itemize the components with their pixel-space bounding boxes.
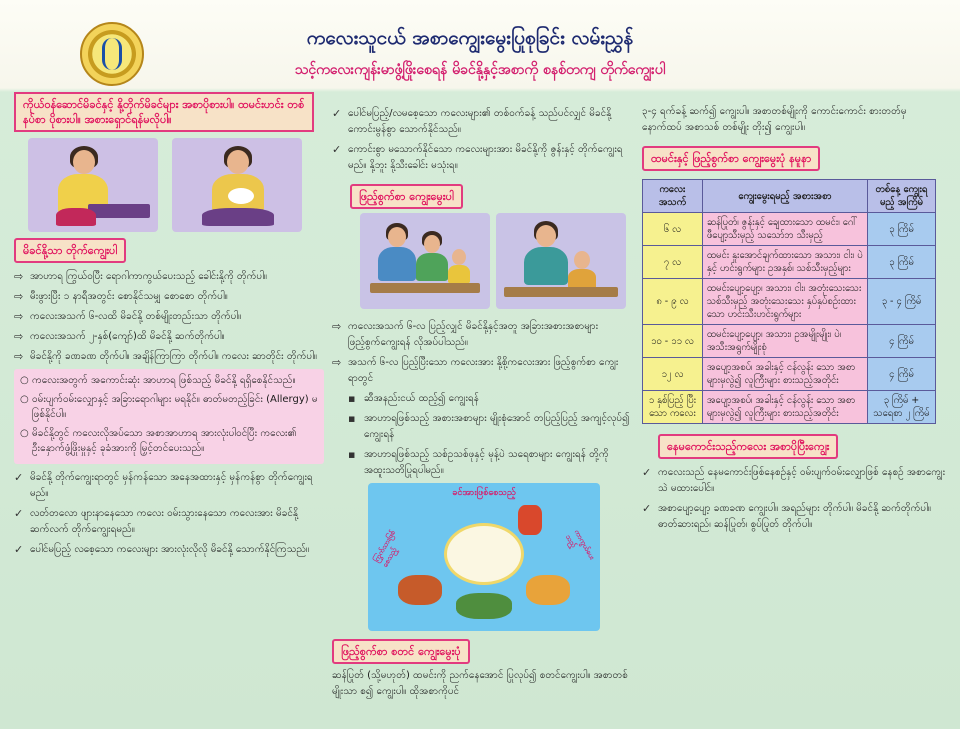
list-item: ○ မိခင်နို့တွင် ကလေးလိုအပ်သော အစာအာဟာရ အားလုံးပါဝင်ပြီး ကလေး၏ ဦးနှောက်ဖွံ့ဖြိုးမှုနှင့် ခုခံအားကို မြှင့်တင်ပေးသည်။ — [20, 428, 297, 454]
section-title-complementary: ဖြည့်စွက်စာ ကျွေးမွေးပါ — [350, 184, 463, 209]
check-icon: ✓ — [642, 502, 652, 515]
continuation-text: ၃-၄ ရက်ခန့် ဆက်၍ ကျွေးပါ။ အစာတစ်မျိုးကို ကောင်းကောင်း စားတတ်မှ နောက်ထပ် အစာသစ် တစ်မျိုး တိုး၍ ကျွေးပါ။ — [642, 106, 907, 133]
header-food: ကျွေးမွေးရမည့် အစားအစာ — [702, 180, 867, 213]
table-row — [643, 358, 936, 391]
list-item: ✓ အစာပျော့ပျော့ ခဏခဏ ကျွေးပါ။ အရည်များ တိုက်ပါ။ မိခင်နို့ ဆက်တိုက်ပါ။ ဓာတ်ဆားရည်၊ ဆန်ပြုတ်၊ စွပ်ပြုတ် တိုက်ပါ။ — [642, 502, 931, 530]
check-icon: ✓ — [642, 466, 652, 479]
food-plate-label: ခင်အားဖြစ်စေသည့် — [452, 488, 516, 498]
cell-age: ၁၂ လ — [643, 358, 703, 391]
check-icon: ✓ — [14, 471, 24, 484]
circle-bullet-icon: ○ — [20, 428, 29, 439]
arrow-bullet-icon: ⇨ — [14, 290, 24, 303]
header-times: တစ်နေ့ ကျွေးရမည့် အကြိမ် — [867, 180, 935, 213]
section-title-breastfeed: မိခင်နို့သာ တိုက်ကျွေးပါ — [14, 238, 126, 263]
page-subtitle: သင့်ကလေးကျန်းမာဖွံ့ဖြိုးစေရန် မိခင်နို့နှင့်အစာကို စနစ်တကျ တိုက်ကျွေးပါ — [294, 62, 666, 78]
arrow-bullet-icon: ⇨ — [332, 320, 342, 333]
cell-food: ထမင်းပျော့ပျော့၊ အသား၊ ငါး၊ အတုံးသေးသေး သစ်သီးမှည့် အတုံးသေးသေး နှပ်နှပ်စဉ်းထား သော ဟင်းသီးဟင်းရွက်များ — [702, 279, 867, 325]
feeding-schedule-table — [642, 179, 936, 424]
list-item: ○ ကလေးအတွက် အကောင်းဆုံး အာဟာရ ဖြစ်သည့် မိခင်နို့ ရရှိစေနိုင်သည်။ — [20, 375, 296, 386]
cell-food: အပျော့အစပ်၊ အခါးနှင့် ငန်လွန်း သော အစာများမှလွဲ၍ လူကြီးများ စားသည့်အတိုင်း — [702, 391, 867, 424]
arrow-bullet-icon: ⇨ — [14, 310, 24, 323]
list-item: ✓ လတ်တလော ဖျားနာနေသော ကလေး ဝမ်းသွားနေသော ကလေးအား မိခင်နို့ ဆက်လက် တိုက်ကျွေးရမည်။ — [14, 507, 299, 535]
column-breastfeeding — [14, 92, 324, 562]
sick-child-list — [642, 465, 947, 533]
check-icon: ✓ — [332, 143, 342, 156]
list-item: ⇨ အာဟာရ ကြွယ်ဝပြီး ရောဂါကာကွယ်ပေးသည့် ခေါင်းနို့ကို တိုက်ပါ။ — [14, 270, 267, 283]
list-item: ⇨ ကလေးအသက် ၆-လထိ မိခင်နို့ တစ်မျိုးတည်းသာ တိုက်ပါ။ — [14, 310, 242, 323]
table-row — [643, 246, 936, 279]
cell-times: ၃ ကြိမ် + သရေစာ ၂ ကြိမ် — [867, 391, 935, 424]
cell-age: ၁ နှစ်ပြည့် ပြီးသော ကလေး — [643, 391, 703, 424]
table-row — [643, 325, 936, 358]
cell-food: ထမင်း နူးအောင်ချက်ထားသော အသား၊ ငါး၊ ပဲနှင့် ဟင်းရွက်များ ဥအနှစ်၊ သစ်သီးမှည့်များ — [702, 246, 867, 279]
arrow-bullet-icon: ⇨ — [14, 270, 24, 283]
circle-bullet-icon: ○ — [20, 375, 29, 386]
list-item: ⇨ ကလေးအသက် ၆-လ ပြည့်လျှင် မိခင်နို့နှင့်အတူ အခြားအစားအစာများ ဖြည့်စွက်ကျွေးရန် လိုအပ်ပါသည်။ — [332, 320, 599, 348]
list-item: ▪ အာဟာရဖြစ်သည့် သစ်ဥသစ်ဖုနှင့် မုန့်ပဲ သရေစာများ ကျွေးရန် တို့ကို အထူးသတိပြုရပါမည်။ — [348, 448, 609, 476]
low-weight-list — [332, 106, 632, 174]
list-item: ▪ ဆီအနည်းငယ် ထည့်၍ ကျွေးရန် — [348, 392, 479, 405]
cell-times: ၄ ကြိမ် — [867, 325, 935, 358]
food-groups-illustration — [368, 483, 600, 631]
complementary-sublist — [348, 391, 632, 479]
page-title: ကလေးသူငယ် အစာကျွေးမွေးပြုစုခြင်း လမ်းညွှန် — [306, 27, 634, 49]
arrow-bullet-icon: ⇨ — [14, 350, 24, 363]
table-row — [643, 279, 936, 325]
column-feeding-schedule — [642, 92, 947, 537]
column-complementary — [332, 92, 632, 700]
list-item: ✓ ပေါင်မပြည့် လစေ့သော ကလေးများ အားလုံးလိုလို မိခင်နို့ သောက်နိုင်ကြသည်။ — [14, 543, 310, 556]
list-item: ⇨ အသက် ၆-လ ပြည့်ပြီးသော ကလေးအား နို့စို့ကလေးအား ဖြည့်စွက်စာ ကျွေးရာတွင် — [332, 356, 619, 384]
arrow-bullet-icon: ⇨ — [14, 330, 24, 343]
check-icon: ✓ — [14, 543, 24, 556]
meat-icon — [398, 575, 442, 605]
list-item: ✓ မိခင်နို့ တိုက်ကျွေးရာတွင် မှန်ကန်သော အနေအထားနှင့် မှန်ကန်စွာ တိုက်ကျွေးရမည်။ — [14, 471, 313, 499]
list-item: ⇨ ကလေးအသက် ၂-နှစ်(ကျော်)ထိ မိခင်နို့ ဆက်တိုက်ပါ။ — [14, 330, 225, 343]
circle-bullet-icon: ○ — [20, 394, 29, 405]
list-item: ✓ ပေါင်မပြည့်/လမစေ့သော ကလေးများ၏ တစ်ဝက်ခန့် သည်ပင်လျှင် မိခင်နို့ ကောင်းမွန်စွာ သောက်နိုင်သည်။ — [332, 107, 612, 135]
check-icon: ✓ — [14, 507, 24, 520]
breastfeed-checklist — [14, 470, 324, 558]
list-item: ✓ ကလေးသည် နေမကောင်းဖြစ်နေစဉ်နှင့် ဝမ်းပျက်ဝမ်းလျှောဖြစ် နေစဉ် အစာကျွေးသဲ မထားပေါင်။ — [642, 466, 946, 494]
square-bullet-icon: ▪ — [348, 392, 356, 405]
table-row — [643, 391, 936, 424]
cell-food: အပျော့အစပ်၊ အခါးနှင့် ငန်လွန်း သော အစာများမှလွဲ၍ လူကြီးများ စားသည့်အတိုင်း — [702, 358, 867, 391]
mother-child-feeding-illustration — [496, 213, 626, 309]
ministry-seal-icon — [80, 22, 144, 86]
start-feeding-text: ဆန်ပြုတ် (သို့မဟုတ်) ထမင်းကို ညက်နေအောင် ပြုလုပ်၍ စတင်ကျွေးပါ။ အစာတစ်မျိုးသာ စ၍ ကျွေးပါ။ ထိုအစာကိုပင် — [332, 670, 628, 697]
list-item: ▪ အာဟာရဖြစ်သည့် အစားအစာများ မျိုးစုံအောင် တပြည့်ပြည့် အကျင့်လုပ်၍ ကျွေးရန် — [348, 412, 630, 440]
table-row — [643, 213, 936, 246]
section-title-sick-child: နေမကောင်းသည့်ကလေး အစာပိုပြီးကျွေး — [658, 434, 838, 459]
table-header-row — [643, 180, 936, 213]
cell-times: ၃ ကြိမ် — [867, 246, 935, 279]
cell-age: ၈ - ၉ လ — [643, 279, 703, 325]
square-bullet-icon: ▪ — [348, 448, 356, 461]
list-item: ⇨ မိခင်နို့ကို ခဏခဏ တိုက်ပါ။ အချိန်ကြာကြာ တိုက်ပါ။ ကလေး ဆာတိုင်း တိုက်ပါ။ — [14, 350, 317, 363]
mother-eating-illustration — [28, 138, 158, 232]
food-side-label-right: ကာကွယ်ပေးသည့် — [564, 528, 597, 561]
cell-food: ထမင်းပျော့ပျော့၊ အသား၊ ဥအမျိုးမျိုး၊ ပဲ၊ အသီးအရွက်မျိုးစုံ — [702, 325, 867, 358]
cell-age: ၇ လ — [643, 246, 703, 279]
check-icon: ✓ — [332, 107, 342, 120]
list-item: ○ ဝမ်းပျက်ဝမ်းလျှောနှင့် အခြားရောဂါများ မရနိုင်။ ဓာတ်မတည့်ခြင်း (Allergy) မဖြစ်နိုင်ပါ။ — [20, 394, 318, 420]
cell-times: ၄ ကြိမ် — [867, 358, 935, 391]
header-age: ကလေး အသက် — [643, 180, 703, 213]
cell-age: ၁၀ - ၁၁ လ — [643, 325, 703, 358]
list-item: ✓ ကောင်းစွာ မသောက်နိုင်သော ကလေးများအား မိခင်နို့ကို ဇွန်းနှင့် တိုက်ကျွေးရမည်။ နို့ဘူး နို့သီးခေါင်း မသုံးရ။ — [332, 143, 623, 171]
food-side-label-left: ကြွက်သားဖြစ်စေသည့် — [372, 528, 399, 569]
cell-times: ၃ ကြိမ် — [867, 213, 935, 246]
benefits-box — [14, 369, 324, 464]
cell-times: ၃ - ၄ ကြိမ် — [867, 279, 935, 325]
rice-plate-icon — [444, 523, 524, 585]
list-item: ⇨ မီးဖွားပြီး ၁ နာရီအတွင်း စောနိုင်သမျှ စောစော တိုက်ပါ။ — [14, 290, 228, 303]
complementary-list — [332, 319, 632, 387]
fruit-icon — [526, 575, 570, 605]
vegetable-icon — [456, 593, 512, 619]
header — [0, 0, 960, 90]
intro-box: ကိုယ်ဝန်ဆောင်မိခင်နှင့် နို့တိုက်မိခင်များ အစာပိုစားပါ။ ထမင်းဟင်း တစ်နပ်စာ ပိုစားပါ။ အစားရှောင်ရန်မလိုပါ။ — [14, 92, 314, 132]
family-feeding-illustration — [360, 213, 490, 309]
section-title-table: ထမင်းနှင့် ဖြည့်စွက်စာ ကျွေးမွေးပုံ နမူနာ — [642, 146, 820, 171]
section-title-start-feeding: ဖြည့်စွက်စာ စတင် ကျွေးမွေးပုံ — [332, 639, 470, 664]
cell-age: ၆ လ — [643, 213, 703, 246]
breastfeed-list — [14, 269, 324, 365]
mother-nursing-illustration — [172, 138, 302, 232]
bottle-icon — [518, 505, 542, 535]
arrow-bullet-icon: ⇨ — [332, 356, 342, 369]
cell-food: ဆန်ပြုတ်၊ ဇွန်းနှင့် ချေထားသော ထမင်း၊ ဂေါ်ဖီပျော့သီးမှည့် သသော်ဘ သီးမှည့် — [702, 213, 867, 246]
square-bullet-icon: ▪ — [348, 412, 356, 425]
